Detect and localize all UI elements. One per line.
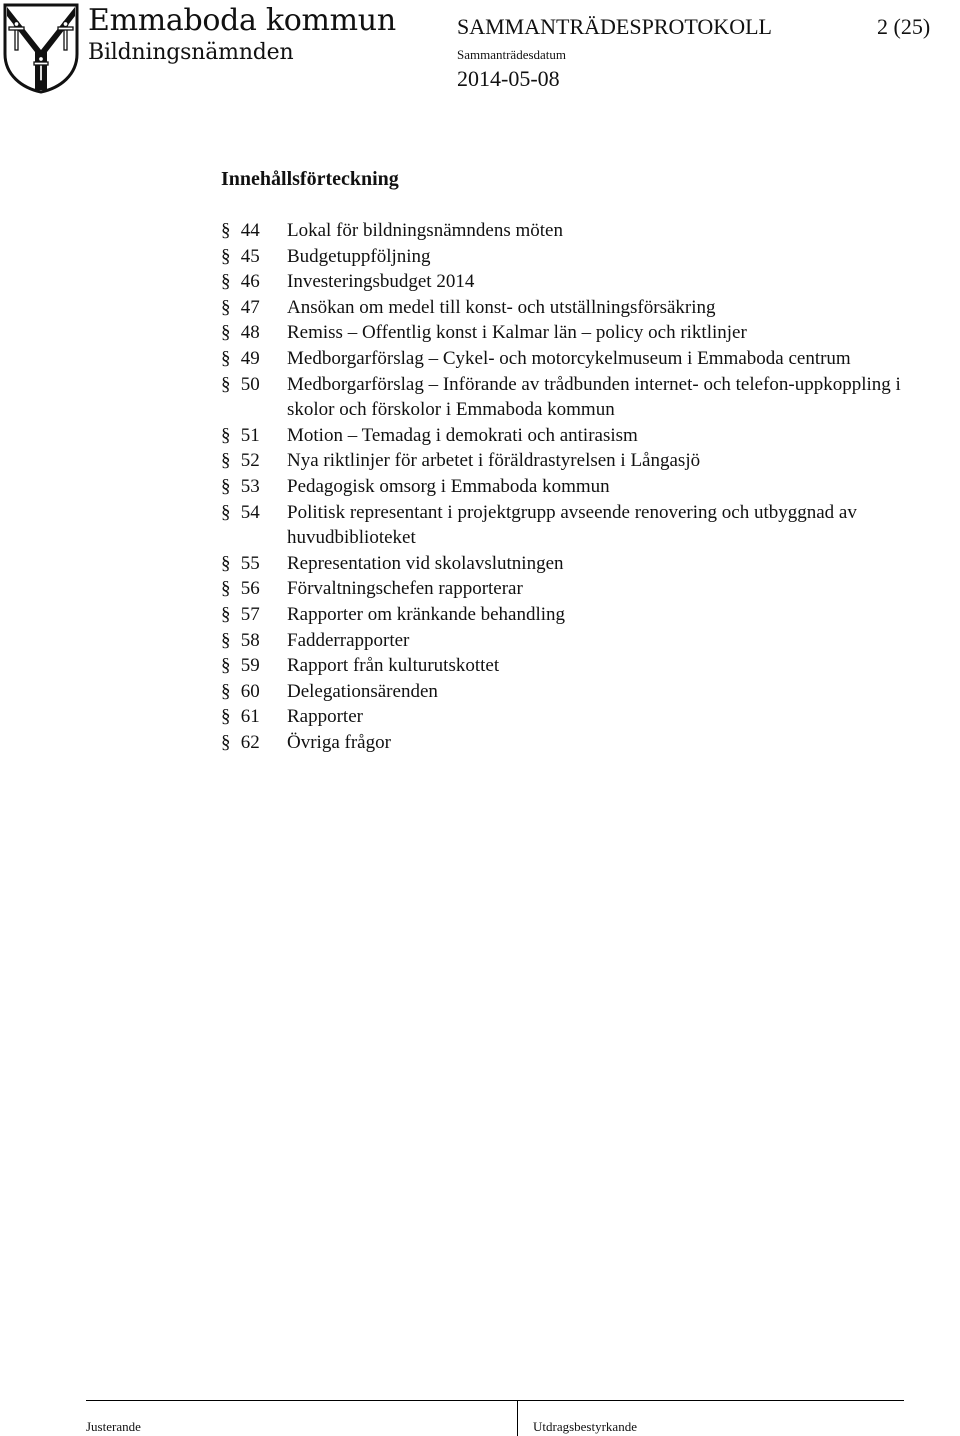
meeting-date: 2014-05-08 — [457, 66, 560, 91]
toc-item — [221, 372, 941, 423]
section-symbol: § — [221, 603, 231, 625]
toc-item — [221, 295, 941, 321]
toc-item-number: § 50 — [221, 372, 287, 423]
section-symbol: § — [221, 424, 231, 446]
signatory-label: Justerande — [86, 1419, 141, 1434]
toc-item-title: Rapporter — [287, 706, 363, 728]
footer-divider — [517, 1401, 518, 1436]
toc-item-title: Rapport från kulturutskottet — [287, 655, 500, 677]
toc-item-title: Fadderrapporter — [287, 629, 410, 651]
toc-item — [221, 653, 941, 679]
page-number: 2 (25) — [877, 14, 931, 39]
toc-item-title: Medborgarförslag – Cykel- och motorcykelmuseum i Emmaboda centrum — [287, 347, 851, 369]
toc-item-number: § 58 — [221, 628, 287, 654]
toc-item — [221, 448, 941, 474]
toc-item-number: § 60 — [221, 679, 287, 705]
coat-of-arms-logo — [2, 2, 80, 94]
toc-item — [221, 500, 941, 551]
toc-item — [221, 218, 941, 244]
toc-item-title: Pedagogisk omsorg i Emmaboda kommun — [287, 475, 610, 497]
toc-item — [221, 423, 941, 449]
toc-item — [221, 474, 941, 500]
footer-rule — [86, 1400, 904, 1401]
toc-item-title: Remiss – Offentlig konst i Kalmar län – policy och riktlinjer — [287, 322, 747, 344]
toc-item-title: Budgetuppföljning — [287, 245, 431, 267]
toc-item-number: § 51 — [221, 423, 287, 449]
toc-item — [221, 602, 941, 628]
toc-item-number: § 44 — [221, 218, 287, 244]
toc-item-number: § 55 — [221, 551, 287, 577]
toc-item-number: § 48 — [221, 320, 287, 346]
toc-item-title: Delegationsärenden — [287, 680, 438, 702]
toc-item-number: § 49 — [221, 346, 287, 372]
toc-item — [221, 576, 941, 602]
section-symbol: § — [221, 552, 231, 574]
toc-item-title: Övriga frågor — [287, 731, 391, 753]
toc-item — [221, 320, 941, 346]
toc-item-number: § 46 — [221, 269, 287, 295]
toc-item-number: § 61 — [221, 704, 287, 730]
toc-item — [221, 551, 941, 577]
committee-name: Bildningsnämnden — [88, 40, 294, 65]
section-symbol: § — [221, 322, 231, 344]
section-symbol: § — [221, 706, 231, 728]
section-symbol: § — [221, 731, 231, 753]
toc-item-title: Motion – Temadag i demokrati och antirasism — [287, 424, 638, 446]
section-symbol: § — [221, 475, 231, 497]
toc-item-number: § 59 — [221, 653, 287, 679]
toc-item — [221, 679, 941, 705]
table-of-contents — [221, 218, 941, 755]
section-symbol: § — [221, 271, 231, 293]
section-symbol: § — [221, 347, 231, 369]
toc-item-title: Förvaltningschefen rapporterar — [287, 578, 523, 600]
meeting-date-label: Sammanträdesdatum — [457, 47, 567, 62]
section-symbol: § — [221, 655, 231, 677]
toc-item-title: Politisk representant i projektgrupp avseende renovering och utbyggnad av huvudbiblioteket — [287, 501, 857, 549]
toc-item-number: § 54 — [221, 500, 287, 551]
toc-item — [221, 346, 941, 372]
toc-item-title: Rapporter om kränkande behandling — [287, 603, 566, 625]
toc-item — [221, 730, 941, 756]
toc-item-title: Investeringsbudget 2014 — [287, 271, 475, 293]
section-symbol: § — [221, 220, 231, 241]
toc-item-title: Medborgarförslag – Införande av trådbunden internet- och telefon-uppkoppling i skolor och förskolor i Emmaboda kommun — [287, 373, 901, 421]
toc-item-number: § 62 — [221, 730, 287, 756]
toc-item — [221, 628, 941, 654]
section-symbol: § — [221, 501, 231, 523]
section-symbol: § — [221, 629, 231, 651]
section-symbol: § — [221, 450, 231, 472]
section-symbol: § — [221, 680, 231, 702]
coat-of-arms-icon — [2, 2, 80, 94]
toc-item-number: § 52 — [221, 448, 287, 474]
document-type: SAMMANTRÄDESPROTOKOLL — [457, 14, 772, 39]
section-symbol: § — [221, 578, 231, 600]
toc-item-number: § 45 — [221, 244, 287, 270]
toc-item-number: § 47 — [221, 295, 287, 321]
organization-name: Emmaboda kommun — [88, 3, 396, 38]
toc-item-number: § 57 — [221, 602, 287, 628]
toc-item-number: § 53 — [221, 474, 287, 500]
toc-item-title: Nya riktlinjer för arbetet i föräldrastyrelsen i Långasjö — [287, 450, 701, 472]
toc-item-title: Ansökan om medel till konst- och utställningsförsäkring — [287, 296, 716, 318]
section-symbol: § — [221, 245, 231, 267]
toc-item-number: § 56 — [221, 576, 287, 602]
section-symbol: § — [221, 373, 231, 395]
toc-item-title: Lokal för bildningsnämndens möten — [287, 220, 563, 241]
extract-certifier-label: Utdragsbestyrkande — [533, 1419, 637, 1434]
toc-item-title: Representation vid skolavslutningen — [287, 552, 564, 574]
toc-item — [221, 704, 941, 730]
toc-item — [221, 244, 941, 270]
toc-item — [221, 269, 941, 295]
toc-heading: Innehållsförteckning — [221, 168, 399, 190]
section-symbol: § — [221, 296, 231, 318]
